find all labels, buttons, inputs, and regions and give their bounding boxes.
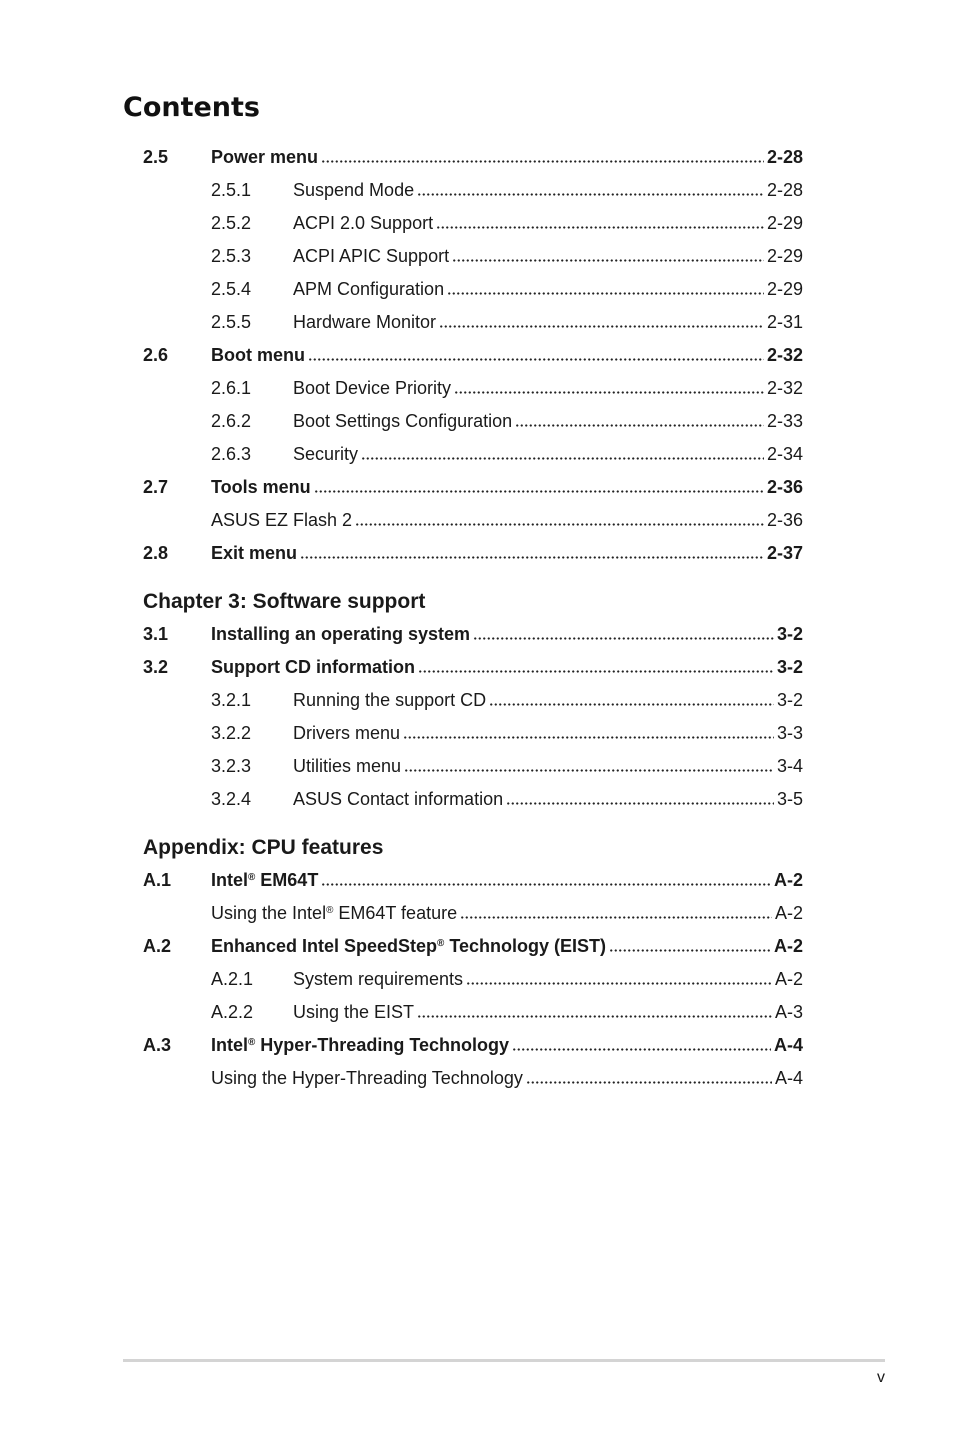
toc-entry-line [211,897,803,930]
dot-leader [515,424,764,427]
toc-entry-title: Utilities menu [293,756,402,776]
toc-entry-title: Drivers menu [293,723,401,743]
toc-entry-title: Boot Device Priority [293,378,452,398]
toc-entry [0,618,954,651]
toc-entry-line [211,930,803,963]
toc-entry-page: A-2 [774,969,803,989]
dot-leader [609,949,771,952]
toc-entry [0,651,954,684]
toc-entry-page: A-2 [774,903,803,923]
registered-mark: ® [326,905,334,917]
toc-entry-number: 2.5.1 [211,180,252,200]
toc-entry-title: ACPI 2.0 Support [293,213,434,233]
toc-entry [0,141,954,174]
toc-entry [0,864,954,897]
toc-entry-line [211,1029,803,1062]
dot-leader [321,883,771,886]
toc-entry [0,1029,954,1062]
toc-entry [0,471,954,504]
dot-leader [300,556,764,559]
toc-entry-title: Suspend Mode [293,180,415,200]
dot-leader [417,193,764,196]
toc-entry-number: 3.2.3 [211,756,252,776]
toc-entry-line [211,651,803,684]
dot-leader [506,802,774,805]
toc-chapter-heading: Appendix: CPU features [143,836,384,859]
toc-entry-page: 3-4 [776,756,803,776]
toc-entry-page: 2-29 [766,246,803,266]
toc-entry-line [293,996,803,1029]
toc-entry-number: A.2.1 [211,969,254,989]
toc-entry-page: A-2 [773,870,803,890]
toc-entry [0,963,954,996]
registered-mark: ® [248,1037,256,1049]
dot-leader [489,703,774,706]
dot-leader [447,292,764,295]
dot-leader [526,1081,772,1084]
toc-entry-line [211,1062,803,1095]
footer-divider [123,1359,885,1362]
toc-entry-line [293,273,803,306]
toc-entry-number: 2.5.5 [211,312,252,332]
toc-entry-title: Support CD information [211,657,415,677]
toc-entry-page: 2-29 [766,279,803,299]
dot-leader [512,1048,771,1051]
toc-entry-number: 2.5.4 [211,279,252,299]
dot-leader [473,637,774,640]
toc-entry-title: Using the EIST [293,1002,415,1022]
toc-entry-number: 2.6.2 [211,411,252,431]
toc-entry-page: 3-5 [776,789,803,809]
toc-entry-number: 2.7 [143,477,169,497]
toc-entry [0,372,954,405]
toc-entry [0,897,954,930]
toc-entry-line [211,339,803,372]
toc-entry-line [293,783,803,816]
toc-entry-page: A-4 [773,1035,803,1055]
toc-entry-number: 3.2.2 [211,723,252,743]
toc-entry-page: 2-34 [766,444,803,464]
toc-entry-line [211,537,803,570]
toc-entry-number: 2.8 [143,543,169,563]
dot-leader [466,982,772,985]
toc-entry-line [211,471,803,504]
toc-entry [0,174,954,207]
toc-entry-title: Power menu [211,147,319,167]
toc-entry-title: Intel® EM64T [211,870,319,890]
toc-entry [0,537,954,570]
dot-leader [418,670,774,673]
toc-entry-page: 2-29 [766,213,803,233]
toc-entry [0,438,954,471]
toc-entry-line [293,207,803,240]
toc-entry [0,504,954,537]
toc-entry-line [211,618,803,651]
footer-page-number: v [877,1369,885,1386]
toc-entry [0,783,954,816]
toc-entry-number: A.1 [143,870,172,890]
dot-leader [355,523,764,526]
toc-entry-number: A.3 [143,1035,172,1055]
toc-entry-title: Boot menu [211,345,305,365]
toc-entry-page: 2-32 [766,378,803,398]
toc-entry-page: 3-2 [776,624,803,644]
toc-entry-page: 2-37 [766,543,803,563]
toc-entry [0,207,954,240]
toc-entry [0,240,954,273]
toc-entry [0,1062,954,1095]
dot-leader [321,160,764,163]
dot-leader [308,358,764,361]
toc-entry [0,717,954,750]
toc-entry [0,339,954,372]
dot-leader [403,736,774,739]
toc-entry-number: 3.2.1 [211,690,252,710]
toc-entry-title: ACPI APIC Support [293,246,450,266]
dot-leader [439,325,764,328]
toc-entry-title: Exit menu [211,543,298,563]
toc-entry-line [293,174,803,207]
registered-mark: ® [437,938,445,950]
toc-entry-number: 2.5.2 [211,213,252,233]
toc-entry-title: ASUS Contact information [293,789,504,809]
toc-entry [0,306,954,339]
toc-entry-title: Boot Settings Configuration [293,411,513,431]
toc-entry-line [293,306,803,339]
toc-entry-number: 2.6 [143,345,169,365]
toc-entry-title: System requirements [293,969,464,989]
toc-entry-line [211,864,803,897]
toc-entry-line [293,717,803,750]
toc-entry-title: Hardware Monitor [293,312,437,332]
dot-leader [404,769,774,772]
toc-entry-page: 3-3 [776,723,803,743]
toc-entry-title: Using the Hyper-Threading Technology [211,1068,523,1088]
toc-entry-line [293,963,803,996]
toc-entry [0,273,954,306]
toc-entry-line [293,750,803,783]
toc-entry-number: 2.5.3 [211,246,252,266]
toc-entry-number: 3.2 [143,657,169,677]
toc-entry-page: A-4 [774,1068,803,1088]
table-of-contents [0,141,954,1095]
toc-entry-page: 3-2 [776,657,803,677]
toc-entry-title: Running the support CD [293,690,487,710]
toc-entry-page: 2-28 [766,147,803,167]
toc-entry-page: 2-32 [766,345,803,365]
toc-entry-page: A-2 [773,936,803,956]
dot-leader [452,259,764,262]
toc-entry-page: 3-2 [776,690,803,710]
toc-entry-number: A.2 [143,936,172,956]
toc-entry-page: 2-36 [766,510,803,530]
toc-entry-number: 3.2.4 [211,789,252,809]
toc-entry-line [211,504,803,537]
dot-leader [314,490,764,493]
toc-entry [0,996,954,1029]
toc-entry [0,750,954,783]
toc-entry-page: 2-36 [766,477,803,497]
dot-leader [460,916,772,919]
toc-entry-number: 2.5 [143,147,169,167]
toc-entry-line [293,405,803,438]
toc-entry [0,405,954,438]
dot-leader [361,457,764,460]
toc-entry-line [211,141,803,174]
toc-entry-number: 2.6.3 [211,444,252,464]
toc-entry-page: 2-31 [766,312,803,332]
toc-entry-title: Tools menu [211,477,311,497]
dot-leader [454,391,764,394]
toc-entry-line [293,684,803,717]
toc-entry-line [293,372,803,405]
dot-leader [436,226,764,229]
toc-entry-page: A-3 [774,1002,803,1022]
registered-mark: ® [248,872,256,884]
toc-entry-page: 2-28 [766,180,803,200]
toc-entry [0,684,954,717]
toc-chapter-heading: Chapter 3: Software support [143,590,426,613]
dot-leader [417,1015,772,1018]
toc-entry-title: Security [293,444,359,464]
toc-entry-title: ASUS EZ Flash 2 [211,510,353,530]
toc-entry-line [293,438,803,471]
toc-entry-number: 2.6.1 [211,378,252,398]
toc-entry-title: Enhanced Intel SpeedStep® Technology (EIST) [211,936,606,956]
toc-entry-page: 2-33 [766,411,803,431]
toc-entry-title: APM Configuration [293,279,445,299]
page-title: Contents [123,92,261,123]
toc-entry-title: Installing an operating system [211,624,471,644]
toc-entry-title: Using the Intel® EM64T feature [211,903,458,923]
toc-entry-number: 3.1 [143,624,169,644]
toc-entry-number: A.2.2 [211,1002,254,1022]
toc-entry-line [293,240,803,273]
toc-entry [0,930,954,963]
toc-entry-title: Intel® Hyper-Threading Technology [211,1035,509,1055]
